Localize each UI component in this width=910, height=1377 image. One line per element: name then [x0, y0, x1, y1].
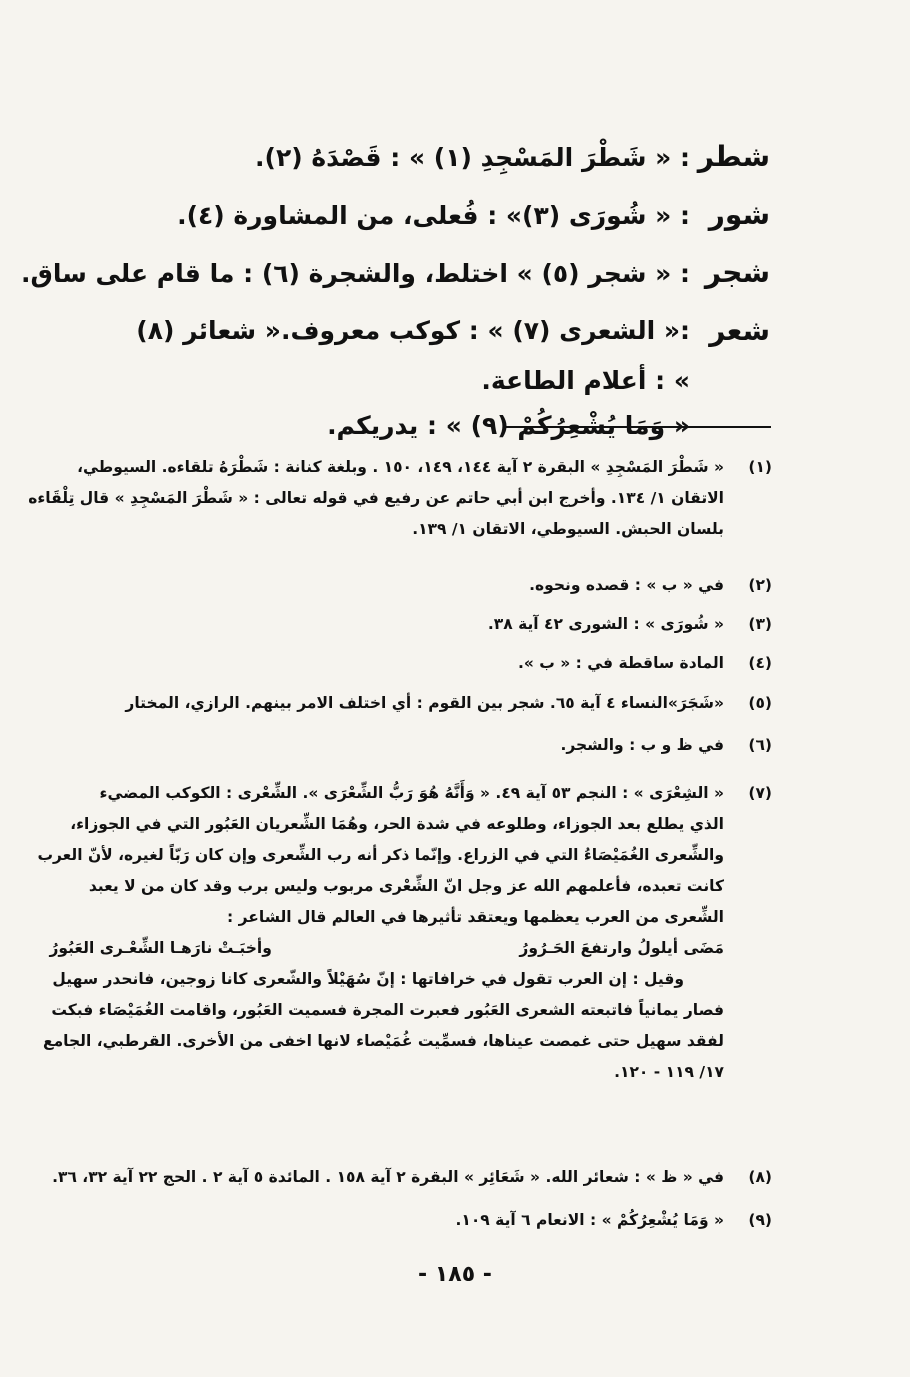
verse-second-hemistich: وأخبَـتْ نارَهـا الشِّعْـرى العَبُورُ [49, 939, 272, 957]
footnote-7 [37, 778, 772, 1088]
footnote-line: الاتقان ١/ ١٣٤. وأخرج ابن أبي حاتم عن رفيع في قوله تعالى : « شَطْرَ المَسْجِدِ » قال تِلْقَاءه [28, 489, 724, 507]
headword: شطر [697, 140, 770, 173]
footnote-body [110, 648, 724, 679]
footnote-5 [110, 688, 772, 719]
footnote-line: المادة ساقطة في : « ب ». [517, 654, 724, 672]
footnote-line: في ظ و ب : والشجر. [560, 736, 724, 754]
footnote-line: في « ب » : قصده ونحوه. [529, 576, 724, 594]
entry-shur [130, 190, 770, 241]
entry-definition [130, 306, 690, 446]
footnote-number: (٢) [748, 576, 772, 594]
footnote-number: (١) [748, 458, 772, 476]
footnote-number: (٣) [748, 615, 772, 633]
footnote-line: ١٧/ ١١٩ - ١٢٠. [614, 1063, 724, 1081]
footnote-line: الذي يطلع بعد الجوزاء، وطلوعه في شدة الحر، وهُمَا الشِّعريان العَبُور التي في الجوزاء، [70, 815, 724, 833]
footnote-number: (٥) [748, 694, 772, 712]
footnote-3 [110, 609, 772, 640]
footnote-body [110, 1205, 724, 1236]
footnote-number: (٧) [748, 784, 772, 802]
footnote-6 [110, 730, 772, 761]
footnote-line: كانت تعبده، فأعلمهم الله عز وجل انّ الشِّعْرى مربوب وليس برب وقد كان من لا يعبد [88, 877, 724, 895]
footnote-line: بلسان الحبش. السيوطي، الاتقان ١/ ١٣٩. [412, 520, 724, 538]
footnote-line: « شَطْرَ المَسْجِدِ » البقرة ٢ آية ١٤٤، ١٤٩، ١٥٠ . وبلغة كنانة : شَطْرَهُ تلقاءه. السيوطي، [77, 458, 724, 476]
footnote-line: الشِّعرى من العرب يعظمها ويعتقد تأثيرها في العالم قال الشاعر : [227, 908, 724, 926]
footnote-1 [28, 452, 772, 545]
page-number: - ١٨٥ - [418, 1262, 492, 1287]
footnote-number: (٤) [748, 654, 772, 672]
footnote-number: (٩) [748, 1211, 772, 1229]
footnote-line: « شُورَى » : الشورى ٤٢ آية ٣٨. [487, 615, 724, 633]
definition-line: :« الشعرى (٧) » : كوكب معروف.« شعائر (٨) » : أعلام الطاعة. [136, 316, 690, 395]
entry-definition: : « شَطْرَ المَسْجِدِ (١) » : قَصْدَهُ (٢). [255, 143, 690, 172]
footnote-line: « الشِعْرَى » : النجم ٥٣ آية ٤٩. « وَأَنَّهُ هُوَ رَبُّ الشِّعْرَى ». الشِّعْرى : الكوكب المضيء [99, 784, 724, 802]
footnote-body [52, 1162, 724, 1193]
verse-first-hemistich: مَضَى أيلولُ وارتفعَ الحَـرُورُ [519, 939, 724, 957]
entry-shatr [130, 132, 770, 183]
footnote-number: (٦) [748, 736, 772, 754]
headword: شور [708, 198, 770, 231]
entry-definition: : « شُورَى (٣)» : فُعلى، من المشاورة (٤). [177, 201, 690, 230]
footnote-body [110, 730, 724, 761]
footnote-line: والشِّعرى الغُمَيْصَاءُ التي في الزراع. وإنّما ذكر أنه رب الشِّعرى وإن كان رَبّاً لغيره، لأنّ العرب [37, 846, 724, 864]
footnote-line: في « ظ » : شعائر الله. « شَعَائِر » البقرة ٢ آية ١٥٨ . المائدة ٥ آية ٢ . الحج ٢٢ آية ٣٢، ٣٦. [52, 1168, 724, 1186]
entry-shajar [20, 248, 770, 299]
footnote-line: فصار يمانياً فاتبعته الشعرى العَبُور فعبرت المجرة فسميت العَبُور، واقامت الغُمَيْصَاء فبكت [51, 1001, 724, 1019]
footnote-body [37, 778, 724, 1088]
poetry-verse [37, 933, 724, 964]
definition-line: « وَمَا يُشْعِرُكُمْ (٩) » : يدريكم. [327, 411, 690, 440]
footnote-line: « وَمَا يُشْعِرُكُمْ » : الانعام ٦ آية ١٠٩. [455, 1211, 724, 1229]
footnote-8 [52, 1162, 772, 1193]
headword: شجر [704, 256, 770, 289]
footnote-body [110, 609, 724, 640]
entry-definition: : « شجر (٥) » اختلط، والشجرة (٦) : ما قام على ساق. [20, 259, 690, 288]
footnote-body [28, 452, 724, 545]
footnote-body [110, 688, 724, 719]
footnote-number: (٨) [748, 1168, 772, 1186]
footnote-2 [110, 570, 772, 601]
footnote-9 [110, 1205, 772, 1236]
footnote-separator [506, 426, 771, 428]
footnote-4 [110, 648, 772, 679]
headword: شعر [709, 314, 770, 347]
footnote-line: «شَجَرَ»النساء ٤ آية ٦٥. شجر بين القوم : أي اختلف الامر بينهم. الرازي، المختار [125, 694, 724, 712]
footnote-body [110, 570, 724, 601]
footnote-line: وقيل : إن العرب تقول في خرافاتها : إنّ سُهَيْلاً والشّعرى كانا زوجين، فانحدر سهيل [52, 970, 684, 988]
entry-shaar [130, 306, 770, 446]
footnote-line: لفقد سهيل حتى غمصت عيناها، فسمِّيت غُمَيْصاء لانها اخفى من الأخرى. القرطبي، الجامع [43, 1032, 724, 1050]
